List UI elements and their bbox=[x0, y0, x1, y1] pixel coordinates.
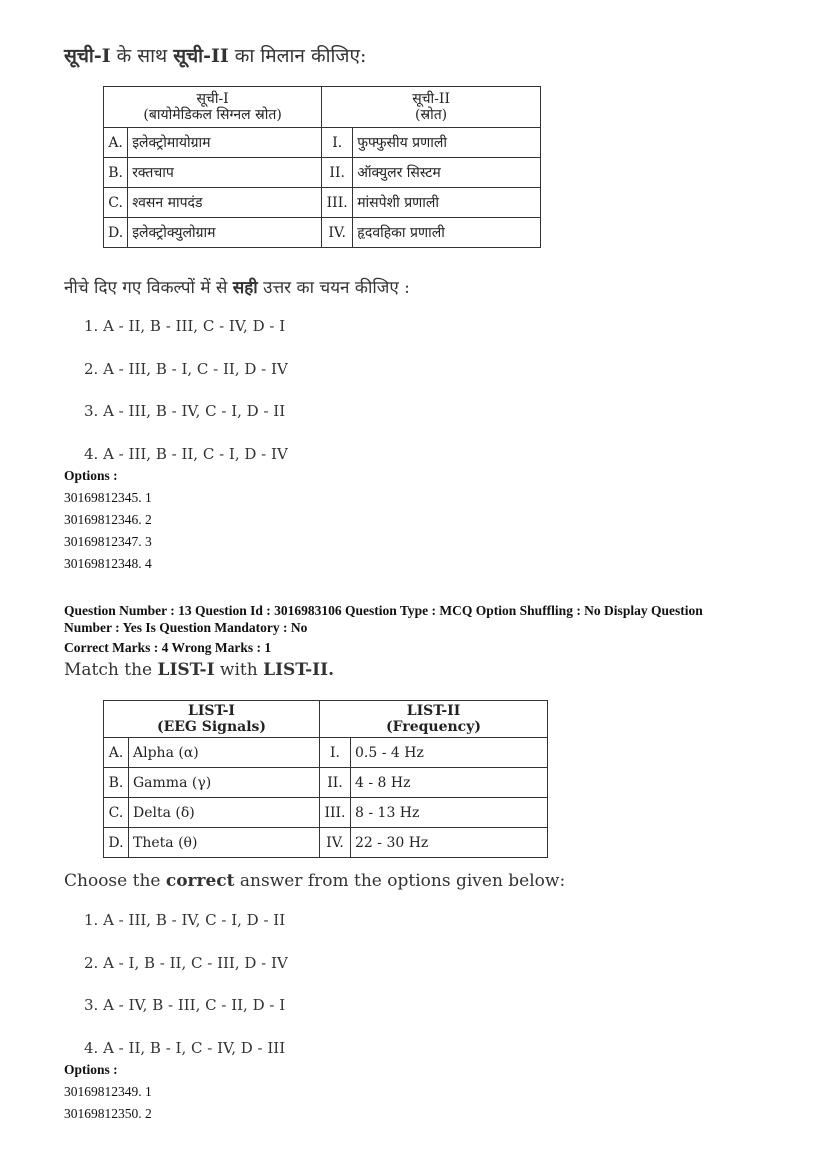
row-item: हृदवहिका प्रणाली bbox=[353, 218, 541, 248]
row-label: D. bbox=[104, 218, 128, 248]
q12-instr-bold: सही bbox=[232, 278, 258, 298]
row-item: इलेक्ट्रोमायोग्राम bbox=[128, 128, 322, 158]
row-label: IV. bbox=[322, 218, 353, 248]
row-label: II. bbox=[320, 768, 351, 798]
q12-match-table bbox=[103, 86, 541, 248]
q13-instruction bbox=[64, 871, 565, 891]
q12-option-id-1: 30169812345. 1 bbox=[64, 490, 152, 505]
row-label: I. bbox=[320, 738, 351, 768]
row-item: Gamma (γ) bbox=[129, 768, 320, 798]
q13-marks: Correct Marks : 4 Wrong Marks : 1 bbox=[64, 640, 272, 655]
row-label: A. bbox=[104, 738, 129, 768]
row-label: B. bbox=[104, 768, 129, 798]
table-header-row bbox=[104, 87, 541, 128]
q13-head-right-title: LIST-II bbox=[406, 703, 461, 719]
q12-title-list2: सूची-II bbox=[173, 45, 229, 67]
row-label: I. bbox=[322, 128, 353, 158]
q12-head-left bbox=[104, 87, 322, 128]
row-item: रक्तचाप bbox=[128, 158, 322, 188]
row-label: IV. bbox=[320, 828, 351, 858]
row-label: II. bbox=[322, 158, 353, 188]
row-label: C. bbox=[104, 798, 129, 828]
row-label: III. bbox=[320, 798, 351, 828]
q13-title bbox=[64, 660, 334, 680]
q12-choice-4: 4. A - III, B - II, C - I, D - IV bbox=[84, 445, 288, 463]
q12-title-match: का मिलान कीजिए: bbox=[228, 45, 367, 67]
row-item: Alpha (α) bbox=[129, 738, 320, 768]
row-label: D. bbox=[104, 828, 129, 858]
q13-head-right-subtitle: (Frequency) bbox=[386, 719, 481, 735]
row-item: श्वसन मापदंड bbox=[128, 188, 322, 218]
table-row bbox=[104, 828, 548, 858]
q13-option-id-1: 30169812349. 1 bbox=[64, 1084, 152, 1099]
q13-options-label: Options : bbox=[64, 1062, 118, 1077]
q12-options-label: Options : bbox=[64, 468, 118, 483]
table-row bbox=[104, 768, 548, 798]
q13-option-id-2: 30169812350. 2 bbox=[64, 1106, 152, 1121]
q13-title-list1: LIST-I bbox=[157, 660, 215, 680]
q12-head-right-subtitle: (स्रोत) bbox=[415, 107, 448, 123]
q13-title-with: with bbox=[214, 660, 264, 680]
q13-choice-1: 1. A - III, B - IV, C - I, D - II bbox=[84, 911, 286, 929]
q12-option-id-2: 30169812346. 2 bbox=[64, 512, 152, 527]
table-row bbox=[104, 128, 541, 158]
q13-title-list2: LIST-II. bbox=[263, 660, 335, 680]
q13-head-left-subtitle: (EEG Signals) bbox=[156, 719, 267, 735]
row-item: Delta (δ) bbox=[129, 798, 320, 828]
q12-title-with: के साथ bbox=[110, 45, 174, 67]
q12-choice-3: 3. A - III, B - IV, C - I, D - II bbox=[84, 402, 286, 420]
q13-instr-part3: answer from the options given below: bbox=[234, 871, 566, 891]
row-label: A. bbox=[104, 128, 128, 158]
table-row bbox=[104, 158, 541, 188]
q12-choice-2: 2. A - III, B - I, C - II, D - IV bbox=[84, 360, 288, 378]
row-item: ऑक्युलर सिस्टम bbox=[353, 158, 541, 188]
q12-head-left-subtitle: (बायोमेडिकल सिग्नल स्रोत) bbox=[143, 107, 282, 123]
q12-instr-part3: उत्तर का चयन कीजिए : bbox=[257, 278, 410, 298]
q13-choice-3: 3. A - IV, B - III, C - II, D - I bbox=[84, 996, 286, 1014]
q12-head-right bbox=[322, 87, 541, 128]
row-item: 22 - 30 Hz bbox=[351, 828, 548, 858]
q12-choice-1: 1. A - II, B - III, C - IV, D - I bbox=[84, 317, 286, 335]
q13-head-left bbox=[104, 701, 320, 738]
q12-instr-part1: नीचे दिए गए विकल्पों में से bbox=[64, 278, 233, 298]
table-row bbox=[104, 218, 541, 248]
row-item: 8 - 13 Hz bbox=[351, 798, 548, 828]
row-item: Theta (θ) bbox=[129, 828, 320, 858]
q12-title bbox=[64, 42, 366, 68]
q12-option-id-4: 30169812348. 4 bbox=[64, 556, 152, 571]
q13-meta-line1: Question Number : 13 Question Id : 3016983106 Question Type : MCQ Option Shuffling : No Display Question bbox=[64, 603, 703, 618]
table-row bbox=[104, 798, 548, 828]
q13-instr-part1: Choose the bbox=[64, 871, 166, 891]
q13-title-part1: Match the bbox=[64, 660, 158, 680]
row-item: इलेक्ट्रोक्युलोग्राम bbox=[128, 218, 322, 248]
row-item: मांसपेशी प्रणाली bbox=[353, 188, 541, 218]
q13-choice-2: 2. A - I, B - II, C - III, D - IV bbox=[84, 954, 288, 972]
row-label: III. bbox=[322, 188, 353, 218]
table-header-row bbox=[104, 701, 548, 738]
q13-head-right bbox=[320, 701, 548, 738]
q13-match-table bbox=[103, 700, 548, 858]
q12-head-left-title: सूची-I bbox=[196, 91, 229, 107]
row-item: 4 - 8 Hz bbox=[351, 768, 548, 798]
q12-option-id-3: 30169812347. 3 bbox=[64, 534, 152, 549]
row-item: फुफ्फुसीय प्रणाली bbox=[353, 128, 541, 158]
q13-meta-line2: Number : Yes Is Question Mandatory : No bbox=[64, 620, 308, 635]
q13-head-left-title: LIST-I bbox=[188, 703, 235, 719]
q12-instruction bbox=[64, 275, 410, 298]
q12-title-list1: सूची-I bbox=[64, 45, 111, 67]
q13-instr-bold: correct bbox=[165, 871, 235, 891]
q12-head-right-title: सूची-II bbox=[412, 91, 450, 107]
row-item: 0.5 - 4 Hz bbox=[351, 738, 548, 768]
table-row bbox=[104, 738, 548, 768]
table-row bbox=[104, 188, 541, 218]
q13-choice-4: 4. A - II, B - I, C - IV, D - III bbox=[84, 1039, 286, 1057]
row-label: C. bbox=[104, 188, 128, 218]
row-label: B. bbox=[104, 158, 128, 188]
